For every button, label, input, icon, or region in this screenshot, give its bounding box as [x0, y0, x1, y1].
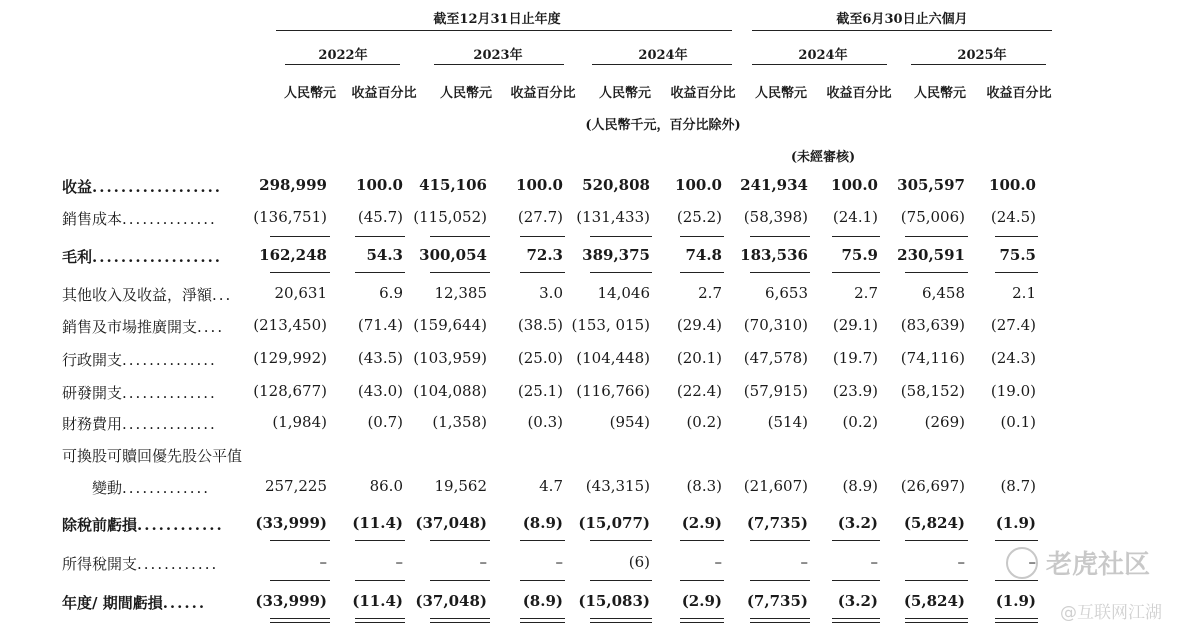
- total-rule: [590, 236, 652, 237]
- column-header-percent: 收益百分比: [510, 86, 576, 101]
- cell-amount: (57,915): [743, 382, 808, 400]
- cell-amount: (70,310): [743, 316, 808, 334]
- total-rule: [520, 618, 565, 619]
- total-rule: [430, 540, 490, 541]
- total-rule: [590, 580, 652, 581]
- year-label: 2025年: [957, 48, 1007, 63]
- cell-percent: (71.4): [357, 316, 403, 334]
- cell-percent: (19.7): [832, 349, 878, 367]
- leader-dots: ............: [137, 516, 224, 534]
- total-rule: [750, 618, 810, 619]
- total-rule: [905, 580, 968, 581]
- cell-percent: (2.9): [681, 514, 722, 532]
- total-rule: [520, 540, 565, 541]
- cell-percent: 100.0: [989, 176, 1036, 194]
- cell-percent: (19.0): [990, 382, 1036, 400]
- cell-percent: (0.7): [367, 413, 403, 431]
- leader-dots: ...: [212, 286, 233, 304]
- cell-amount: 12,385: [434, 284, 487, 302]
- total-rule: [905, 236, 968, 237]
- total-rule: [680, 618, 724, 619]
- row-label: 毛利: [62, 248, 93, 266]
- cell-amount: 19,562: [434, 477, 487, 495]
- column-header-percent: 收益百分比: [351, 86, 417, 101]
- total-rule: [680, 272, 724, 273]
- total-rule: [430, 622, 490, 623]
- leader-dots: ....: [197, 318, 225, 336]
- row-label: 年度/ 期間虧損: [62, 594, 163, 612]
- cell-amount: 20,631: [274, 284, 327, 302]
- total-rule: [832, 580, 880, 581]
- cell-percent: –: [395, 553, 403, 571]
- cell-percent: (3.2): [837, 514, 878, 532]
- total-rule: [430, 618, 490, 619]
- total-rule: [995, 272, 1038, 273]
- year-label: 2023年: [473, 48, 523, 63]
- cell-percent: (11.4): [352, 592, 403, 610]
- cell-percent: (2.9): [681, 592, 722, 610]
- row-label-cont: 變動: [92, 479, 123, 497]
- column-header-rmb: 人民幣元: [283, 86, 337, 101]
- total-rule: [750, 580, 810, 581]
- cell-amount: (153, 015): [571, 316, 650, 334]
- cell-amount: 162,248: [259, 246, 327, 264]
- year-rule: [434, 64, 564, 65]
- year-label: 2024年: [798, 48, 848, 63]
- cell-amount: –: [800, 553, 808, 571]
- cell-percent: (11.4): [352, 514, 403, 532]
- cell-percent: (27.7): [517, 208, 563, 226]
- total-rule: [832, 622, 880, 623]
- cell-amount: (37,048): [415, 514, 487, 532]
- total-rule: [590, 622, 652, 623]
- cell-percent: (25.1): [517, 382, 563, 400]
- total-rule: [832, 618, 880, 619]
- row-label: 行政開支: [62, 351, 123, 369]
- cell-amount: (131,433): [576, 208, 650, 226]
- cell-amount: 257,225: [264, 477, 327, 495]
- cell-percent: 2.7: [854, 284, 878, 302]
- cell-amount: (5,824): [903, 592, 965, 610]
- row-label: 研發開支: [62, 384, 123, 402]
- cell-amount: (33,999): [255, 514, 327, 532]
- cell-percent: (1.9): [995, 592, 1036, 610]
- cell-percent: 100.0: [831, 176, 878, 194]
- cell-amount: (33,999): [255, 592, 327, 610]
- row-label: 銷售及市場推廣開支: [62, 318, 198, 336]
- cell-amount: (83,639): [900, 316, 965, 334]
- cell-percent: (29.4): [676, 316, 722, 334]
- total-rule: [750, 272, 810, 273]
- row-label: 收益: [62, 178, 93, 196]
- total-rule: [680, 580, 724, 581]
- cell-amount: (6): [628, 553, 650, 571]
- cell-percent: (38.5): [517, 316, 563, 334]
- total-rule: [680, 236, 724, 237]
- leader-dots: ......: [162, 594, 207, 612]
- total-rule: [905, 272, 968, 273]
- row-label: 可換股可贖回優先股公平值: [62, 447, 243, 465]
- total-rule: [270, 272, 330, 273]
- total-rule: [355, 540, 405, 541]
- cell-percent: 54.3: [366, 246, 403, 264]
- total-rule: [995, 622, 1038, 623]
- cell-percent: (3.2): [837, 592, 878, 610]
- cell-percent: (24.5): [990, 208, 1036, 226]
- cell-amount: 183,536: [740, 246, 808, 264]
- cell-percent: (24.1): [832, 208, 878, 226]
- cell-amount: (37,048): [415, 592, 487, 610]
- watermark-logo: [1006, 544, 1150, 581]
- column-header-rmb: 人民幣元: [754, 86, 808, 101]
- cell-percent: (43.5): [357, 349, 403, 367]
- column-header-rmb: 人民幣元: [598, 86, 652, 101]
- cell-amount: (74,116): [900, 349, 965, 367]
- total-rule: [905, 540, 968, 541]
- cell-percent: –: [1028, 553, 1036, 571]
- cell-amount: 520,808: [582, 176, 650, 194]
- row-label: 銷售成本: [62, 210, 123, 228]
- cell-percent: 6.9: [379, 284, 403, 302]
- total-rule: [430, 236, 490, 237]
- row-label: 所得稅開支: [62, 555, 138, 573]
- cell-percent: 74.8: [685, 246, 722, 264]
- cell-amount: –: [319, 553, 327, 571]
- total-rule: [905, 618, 968, 619]
- cell-amount: (26,697): [900, 477, 965, 495]
- cell-percent: (8.9): [842, 477, 878, 495]
- leader-dots: ..............: [122, 351, 217, 369]
- total-rule: [270, 236, 330, 237]
- cell-percent: (0.2): [842, 413, 878, 431]
- column-header-rmb: 人民幣元: [439, 86, 493, 101]
- cell-percent: (27.4): [990, 316, 1036, 334]
- total-rule: [995, 540, 1038, 541]
- leader-dots: .............: [122, 479, 211, 497]
- row-label: 其他收入及收益，淨額: [62, 286, 213, 304]
- unit-note: (人民幣千元，百分比除外): [585, 118, 741, 133]
- cell-percent: (25.2): [676, 208, 722, 226]
- leader-dots: ..............: [122, 384, 217, 402]
- cell-amount: (47,578): [743, 349, 808, 367]
- cell-amount: (103,959): [413, 349, 487, 367]
- total-rule: [355, 580, 405, 581]
- cell-percent: (0.3): [527, 413, 563, 431]
- cell-percent: –: [714, 553, 722, 571]
- cell-percent: (29.1): [832, 316, 878, 334]
- cell-percent: 75.5: [999, 246, 1036, 264]
- year-label: 2024年: [638, 48, 688, 63]
- row-label: 財務費用: [62, 415, 123, 433]
- column-header-rmb: 人民幣元: [913, 86, 967, 101]
- header-rule: [752, 30, 1052, 31]
- cell-percent: (8.9): [522, 592, 563, 610]
- total-rule: [270, 622, 330, 623]
- cell-amount: (104,088): [413, 382, 487, 400]
- cell-percent: (25.0): [517, 349, 563, 367]
- cell-amount: (1,358): [432, 413, 487, 431]
- cell-amount: 241,934: [740, 176, 808, 194]
- total-rule: [270, 580, 330, 581]
- total-rule: [905, 622, 968, 623]
- cell-amount: (213,450): [253, 316, 327, 334]
- group-header-six-months: 截至6月30日止六個月: [836, 12, 968, 27]
- cell-amount: (75,006): [900, 208, 965, 226]
- cell-percent: (20.1): [676, 349, 722, 367]
- total-rule: [355, 618, 405, 619]
- cell-percent: 2.1: [1012, 284, 1036, 302]
- cell-percent: 100.0: [356, 176, 403, 194]
- leader-dots: ..................: [92, 178, 223, 196]
- tiger-logo-icon: [1006, 547, 1038, 579]
- total-rule: [355, 622, 405, 623]
- year-rule: [285, 64, 400, 65]
- cell-percent: 86.0: [369, 477, 403, 495]
- cell-percent: 75.9: [841, 246, 878, 264]
- year-rule: [911, 64, 1046, 65]
- cell-percent: (8.3): [686, 477, 722, 495]
- cell-percent: (22.4): [676, 382, 722, 400]
- cell-percent: (23.9): [832, 382, 878, 400]
- cell-amount: (5,824): [903, 514, 965, 532]
- column-header-percent: 收益百分比: [826, 86, 892, 101]
- total-rule: [590, 272, 652, 273]
- column-header-percent: 收益百分比: [670, 86, 736, 101]
- cell-amount: (159,644): [413, 316, 487, 334]
- cell-amount: (7,735): [746, 592, 808, 610]
- year-rule: [752, 64, 887, 65]
- cell-percent: 3.0: [539, 284, 563, 302]
- total-rule: [590, 618, 652, 619]
- leader-dots: ............: [137, 555, 219, 573]
- cell-amount: (15,077): [578, 514, 650, 532]
- total-rule: [832, 272, 880, 273]
- total-rule: [832, 540, 880, 541]
- cell-amount: (136,751): [253, 208, 327, 226]
- cell-amount: (21,607): [743, 477, 808, 495]
- cell-percent: 72.3: [526, 246, 563, 264]
- total-rule: [520, 236, 565, 237]
- cell-amount: (58,398): [743, 208, 808, 226]
- cell-percent: (8.7): [1000, 477, 1036, 495]
- total-rule: [520, 580, 565, 581]
- cell-percent: (0.2): [686, 413, 722, 431]
- cell-amount: 6,458: [922, 284, 965, 302]
- cell-amount: 389,375: [582, 246, 650, 264]
- cell-percent: –: [555, 553, 563, 571]
- year-label: 2022年: [318, 48, 368, 63]
- leader-dots: ..................: [92, 248, 223, 266]
- header-rule: [276, 30, 732, 31]
- cell-percent: 2.7: [698, 284, 722, 302]
- watermark-source: @互联网江湖: [1060, 603, 1162, 623]
- cell-amount: (58,152): [900, 382, 965, 400]
- column-header-percent: 收益百分比: [986, 86, 1052, 101]
- total-rule: [520, 622, 565, 623]
- cell-percent: 100.0: [675, 176, 722, 194]
- year-rule: [592, 64, 732, 65]
- cell-percent: (8.9): [522, 514, 563, 532]
- total-rule: [270, 540, 330, 541]
- cell-amount: (514): [767, 413, 808, 431]
- cell-amount: 298,999: [259, 176, 327, 194]
- cell-amount: (269): [924, 413, 965, 431]
- watermark-brand: 老虎社区: [1046, 550, 1151, 580]
- cell-amount: 415,106: [419, 176, 487, 194]
- cell-percent: (0.1): [1000, 413, 1036, 431]
- cell-percent: 100.0: [516, 176, 563, 194]
- cell-amount: (43,315): [585, 477, 650, 495]
- total-rule: [995, 236, 1038, 237]
- total-rule: [995, 618, 1038, 619]
- total-rule: [355, 236, 405, 237]
- total-rule: [590, 540, 652, 541]
- total-rule: [270, 618, 330, 619]
- total-rule: [355, 272, 405, 273]
- total-rule: [520, 272, 565, 273]
- cell-percent: (43.0): [357, 382, 403, 400]
- cell-amount: 6,653: [765, 284, 808, 302]
- cell-percent: –: [870, 553, 878, 571]
- cell-amount: –: [479, 553, 487, 571]
- total-rule: [680, 540, 724, 541]
- cell-amount: (1,984): [272, 413, 327, 431]
- total-rule: [832, 236, 880, 237]
- cell-amount: 14,046: [597, 284, 650, 302]
- cell-amount: 300,054: [419, 246, 487, 264]
- cell-amount: –: [957, 553, 965, 571]
- group-header-full-year: 截至12月31日止年度: [433, 12, 561, 27]
- cell-percent: (45.7): [357, 208, 403, 226]
- total-rule: [750, 622, 810, 623]
- unaudited-note: (未經審核): [790, 150, 856, 165]
- cell-amount: 230,591: [897, 246, 965, 264]
- total-rule: [750, 236, 810, 237]
- cell-amount: (129,992): [253, 349, 327, 367]
- total-rule: [430, 272, 490, 273]
- cell-amount: (128,677): [253, 382, 327, 400]
- cell-amount: 305,597: [897, 176, 965, 194]
- cell-percent: (1.9): [995, 514, 1036, 532]
- row-label: 除稅前虧損: [62, 516, 138, 534]
- cell-percent: (24.3): [990, 349, 1036, 367]
- cell-amount: (116,766): [576, 382, 650, 400]
- total-rule: [430, 580, 490, 581]
- total-rule: [750, 540, 810, 541]
- leader-dots: ..............: [122, 415, 217, 433]
- leader-dots: ..............: [122, 210, 217, 228]
- cell-amount: (7,735): [746, 514, 808, 532]
- cell-amount: (104,448): [576, 349, 650, 367]
- total-rule: [680, 622, 724, 623]
- cell-amount: (15,083): [578, 592, 650, 610]
- cell-amount: (115,052): [413, 208, 487, 226]
- cell-amount: (954): [609, 413, 650, 431]
- cell-percent: 4.7: [539, 477, 563, 495]
